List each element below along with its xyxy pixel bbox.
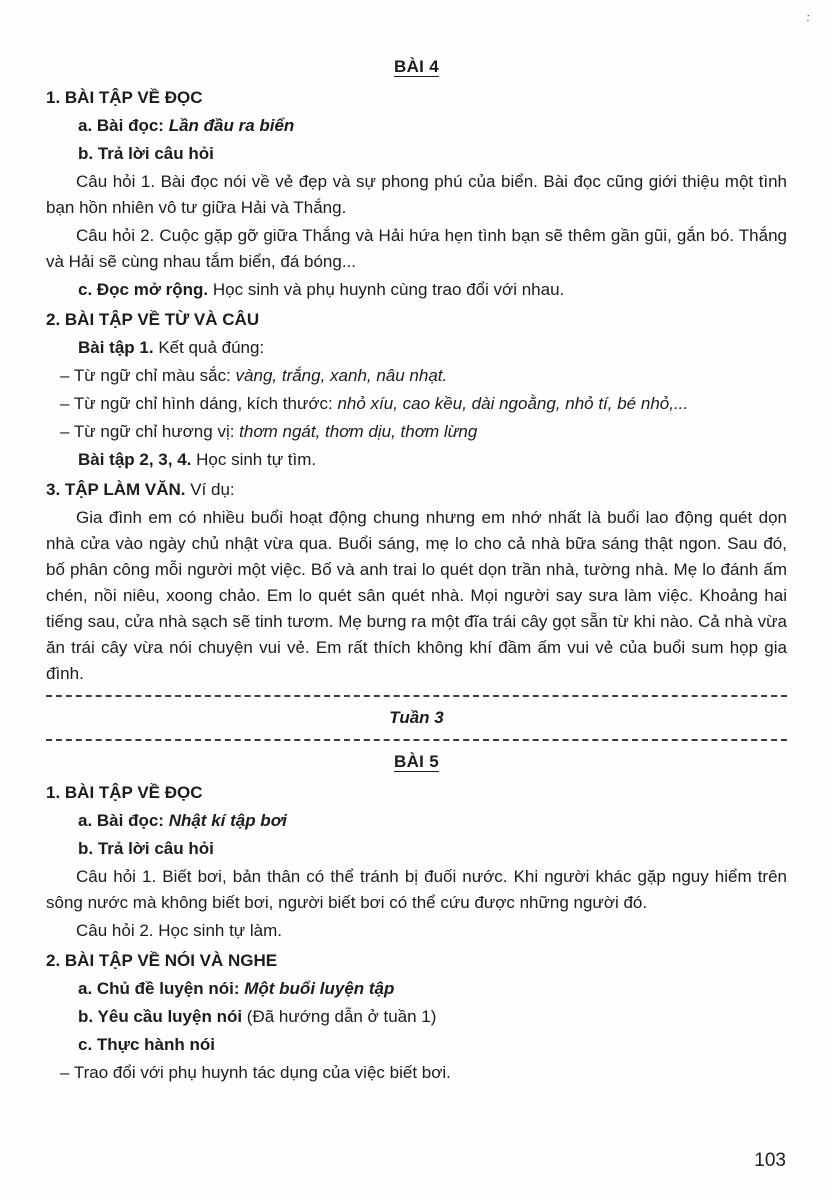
subitem: [46, 1032, 787, 1058]
subitem: [46, 113, 787, 139]
subitem: [46, 808, 787, 834]
text-run: c. Thực hành nói: [78, 1035, 215, 1054]
section-heading: [46, 85, 787, 111]
text-run: – Từ ngữ chỉ hình dáng, kích thước:: [60, 394, 338, 413]
text-run: – Từ ngữ chỉ hương vị:: [60, 422, 240, 441]
text-run: b. Yêu cầu luyện nói: [78, 1007, 247, 1026]
list-item: [46, 419, 787, 445]
section-heading: [46, 948, 787, 974]
text-run: Nhật kí tập bơi: [168, 811, 287, 830]
text-run: b. Trả lời câu hỏi: [78, 144, 214, 163]
text-run: Học sinh và phụ huynh cùng trao đổi với nhau.: [208, 280, 565, 299]
section-heading: [46, 780, 787, 806]
text-run: Câu hỏi 2. Cuộc gặp gỡ giữa Thắng và Hải hứa hẹn tình bạn sẽ thêm gần gũi, gắn bó. Thắng và Hải sẽ cùng nhau tắm biển, đá bóng...: [46, 226, 787, 271]
subitem: [46, 836, 787, 862]
text-run: 2. BÀI TẬP VỀ NÓI VÀ NGHE: [46, 951, 278, 970]
text-run: BÀI 4: [394, 57, 439, 76]
text-run: Câu hỏi 1. Biết bơi, bản thân có thể tránh bị đuối nước. Khi người khác gặp nguy hiểm trên sông nước mà không biết bơi, người biết bơi có thể cứu được những người đó.: [46, 867, 787, 912]
text-run: 2. BÀI TẬP VỀ TỪ VÀ CÂU: [46, 310, 260, 329]
text-run: b. Trả lời câu hỏi: [78, 839, 214, 858]
text-run: Tuần 3: [389, 708, 444, 727]
text-run: Câu hỏi 2. Học sinh tự làm.: [76, 921, 283, 940]
text-run: a. Bài đọc:: [78, 116, 169, 135]
text-run: 3. TẬP LÀM VĂN.: [46, 480, 186, 499]
lesson-heading: [46, 749, 787, 775]
text-run: thơm ngát, thơm dịu, thơm lừng: [239, 422, 478, 441]
text-run: BÀI 5: [394, 752, 439, 771]
text-run: nhỏ xíu, cao kều, dài ngoằng, nhỏ tí, bé nhỏ,...: [337, 394, 689, 413]
week-label: [46, 705, 787, 731]
subitem: [46, 1004, 787, 1030]
subitem: [46, 141, 787, 167]
scan-artifact-icon: ·.: [802, 11, 817, 25]
page-content: [46, 54, 787, 1086]
answer-paragraph: [46, 169, 787, 221]
page-number: 103: [754, 1150, 786, 1171]
text-run: Một buổi luyện tập: [244, 979, 395, 998]
text-run: Câu hỏi 1. Bài đọc nói về vẻ đẹp và sự phong phú của biển. Bài đọc cũng giới thiệu một tình bạn hồn nhiên vô tư giữa Hải và Thắng.: [46, 172, 787, 217]
text-run: Học sinh tự tìm.: [191, 450, 317, 469]
list-item: [46, 391, 787, 417]
text-run: – Từ ngữ chỉ màu sắc:: [60, 366, 236, 385]
text-run: Bài tập 1.: [78, 338, 154, 357]
list-item: [46, 1060, 787, 1086]
text-run: Gia đình em có nhiều buổi hoạt động chung nhưng em nhớ nhất là buổi lao động quét dọn nhà cửa vào ngày chủ nhật vừa qua. Buổi sáng, mẹ lo cho cả nhà bữa sáng thật ngon. Sau đó, bố phân công mỗi người một việc. Bố và anh trai lo quét dọn trần nhà, tường nhà. Mẹ lo đánh ấm chén, nồi niêu, xoong chảo. Em lo quét sân quét nhà. Mọi người say sưa làm việc. Khoảng hai tiếng sau, cửa nhà sạch sẽ tinh tươm. Mẹ bưng ra một đĩa trái cây gọt sẵn từ khi nào. Cả nhà vừa ăn trái cây vừa nói chuyện vui vẻ. Em rất thích không khí đầm ấm vui vẻ của buổi sum họp gia đình.: [46, 508, 787, 683]
subitem: [46, 277, 787, 303]
essay-paragraph: [46, 505, 787, 687]
text-run: Bài tập 2, 3, 4.: [78, 450, 192, 469]
answer-paragraph: [46, 223, 787, 275]
lesson-heading: [46, 54, 787, 80]
text-run: a. Bài đọc:: [78, 811, 169, 830]
text-run: 1. BÀI TẬP VỀ ĐỌC: [46, 88, 203, 107]
answer-paragraph: [46, 918, 787, 944]
text-run: (Đã hướng dẫn ở tuần 1): [246, 1007, 437, 1026]
subitem: [46, 976, 787, 1002]
text-run: Lần đầu ra biển: [168, 116, 295, 135]
text-run: 1. BÀI TẬP VỀ ĐỌC: [46, 783, 203, 802]
text-run: Ví dụ:: [185, 480, 235, 499]
list-item: [46, 363, 787, 389]
subitem: [46, 335, 787, 361]
section-heading: [46, 477, 787, 503]
text-run: vàng, trắng, xanh, nâu nhạt.: [235, 366, 448, 385]
text-run: Kết quả đúng:: [153, 338, 265, 357]
section-heading: [46, 307, 787, 333]
text-run: c. Đọc mở rộng.: [78, 280, 209, 299]
dashed-divider: [46, 695, 787, 697]
answer-paragraph: [46, 864, 787, 916]
subitem: [46, 447, 787, 473]
dashed-divider: [46, 739, 787, 741]
text-run: a. Chủ đề luyện nói:: [78, 979, 245, 998]
text-run: – Trao đổi với phụ huynh tác dụng của việc biết bơi.: [60, 1063, 451, 1082]
